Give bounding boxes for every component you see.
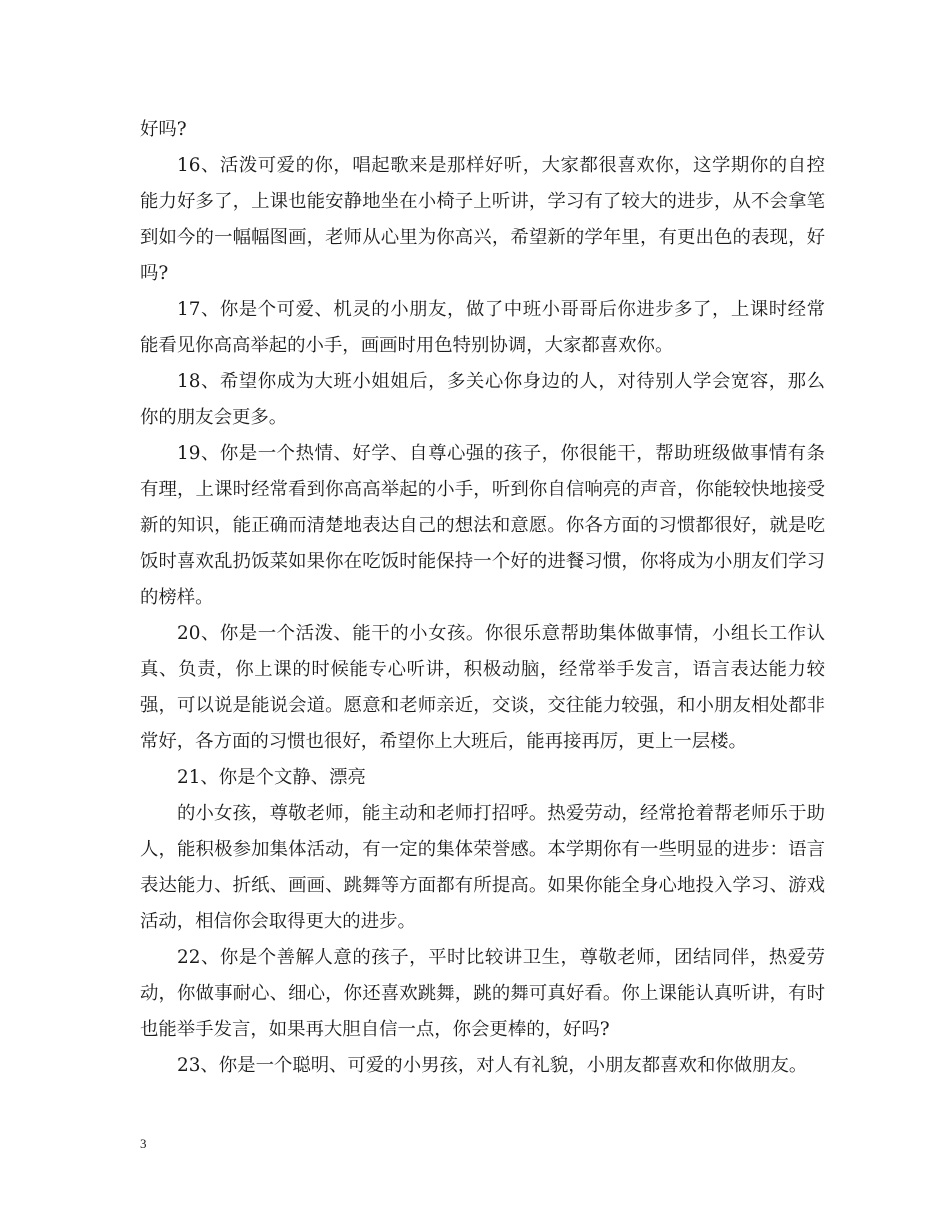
paragraph-17: 17、你是个可爱、机灵的小朋友，做了中班小哥哥后你进步多了，上课时经常能看见你高高举起的小手，画画时用色特别协调，大家都喜欢你。 — [140, 299, 825, 356]
paragraph-22: 22、你是个善解人意的孩子，平时比较讲卫生，尊敬老师，团结同伴，热爱劳动，你做事耐心、细心，你还喜欢跳舞，跳的舞可真好看。你上课能认真听讲，有时也能举手发言，如果再大胆自信一点，你会更棒的，好吗? — [140, 947, 825, 1040]
paragraph-21-heading: 21、你是个文静、漂亮 — [177, 767, 366, 788]
paragraph-19: 19、你是一个热情、好学、自尊心强的孩子，你很能干，帮助班级做事情有条有理，上课时经常看到你高高举起的小手，听到你自信响亮的声音，你能较快地接受新的知识，能正确而清楚地表达自己的想法和意愿。你各方面的习惯都很好，就是吃饭时喜欢乱扔饭菜如果你在吃饭时能保持一个好的进餐习惯，你将成为小朋友们学习的榜样。 — [140, 443, 825, 608]
document-body — [140, 112, 825, 1084]
paragraph-16: 16、活泼可爱的你，唱起歌来是那样好听，大家都很喜欢你，这学期你的自控能力好多了，上课也能安静地坐在小椅子上听讲，学习有了较大的进步，从不会拿笔到如今的一幅幅图画，老师从心里为你高兴，希望新的学年里，有更出色的表现，好吗? — [140, 155, 825, 284]
paragraph-20: 20、你是一个活泼、能干的小女孩。你很乐意帮助集体做事情，小组长工作认真、负责，你上课的时候能专心听讲，积极动脑，经常举手发言，语言表达能力较强，可以说是能说会道。愿意和老师亲近，交谈，交往能力较强，和小朋友相处都非常好，各方面的习惯也很好，希望你上大班后，能再接再厉，更上一层楼。 — [140, 623, 825, 752]
paragraph-23: 23、你是一个聪明、可爱的小男孩，对人有礼貌，小朋友都喜欢和你做朋友。 — [177, 1055, 808, 1076]
page-number: 3 — [140, 1136, 147, 1151]
paragraph-continuation: 好吗? — [140, 119, 187, 140]
paragraph-18: 18、希望你成为大班小姐姐后，多关心你身边的人，对待别人学会宽容，那么你的朋友会更多。 — [140, 371, 825, 428]
paragraph-21-body: 的小女孩，尊敬老师，能主动和老师打招呼。热爱劳动，经常抢着帮老师乐于助人，能积极参加集体活动，有一定的集体荣誉感。本学期你有一些明显的进步：语言表达能力、折纸、画画、跳舞等方面都有所提高。如果你能全身心地投入学习、游戏活动，相信你会取得更大的进步。 — [140, 803, 825, 932]
